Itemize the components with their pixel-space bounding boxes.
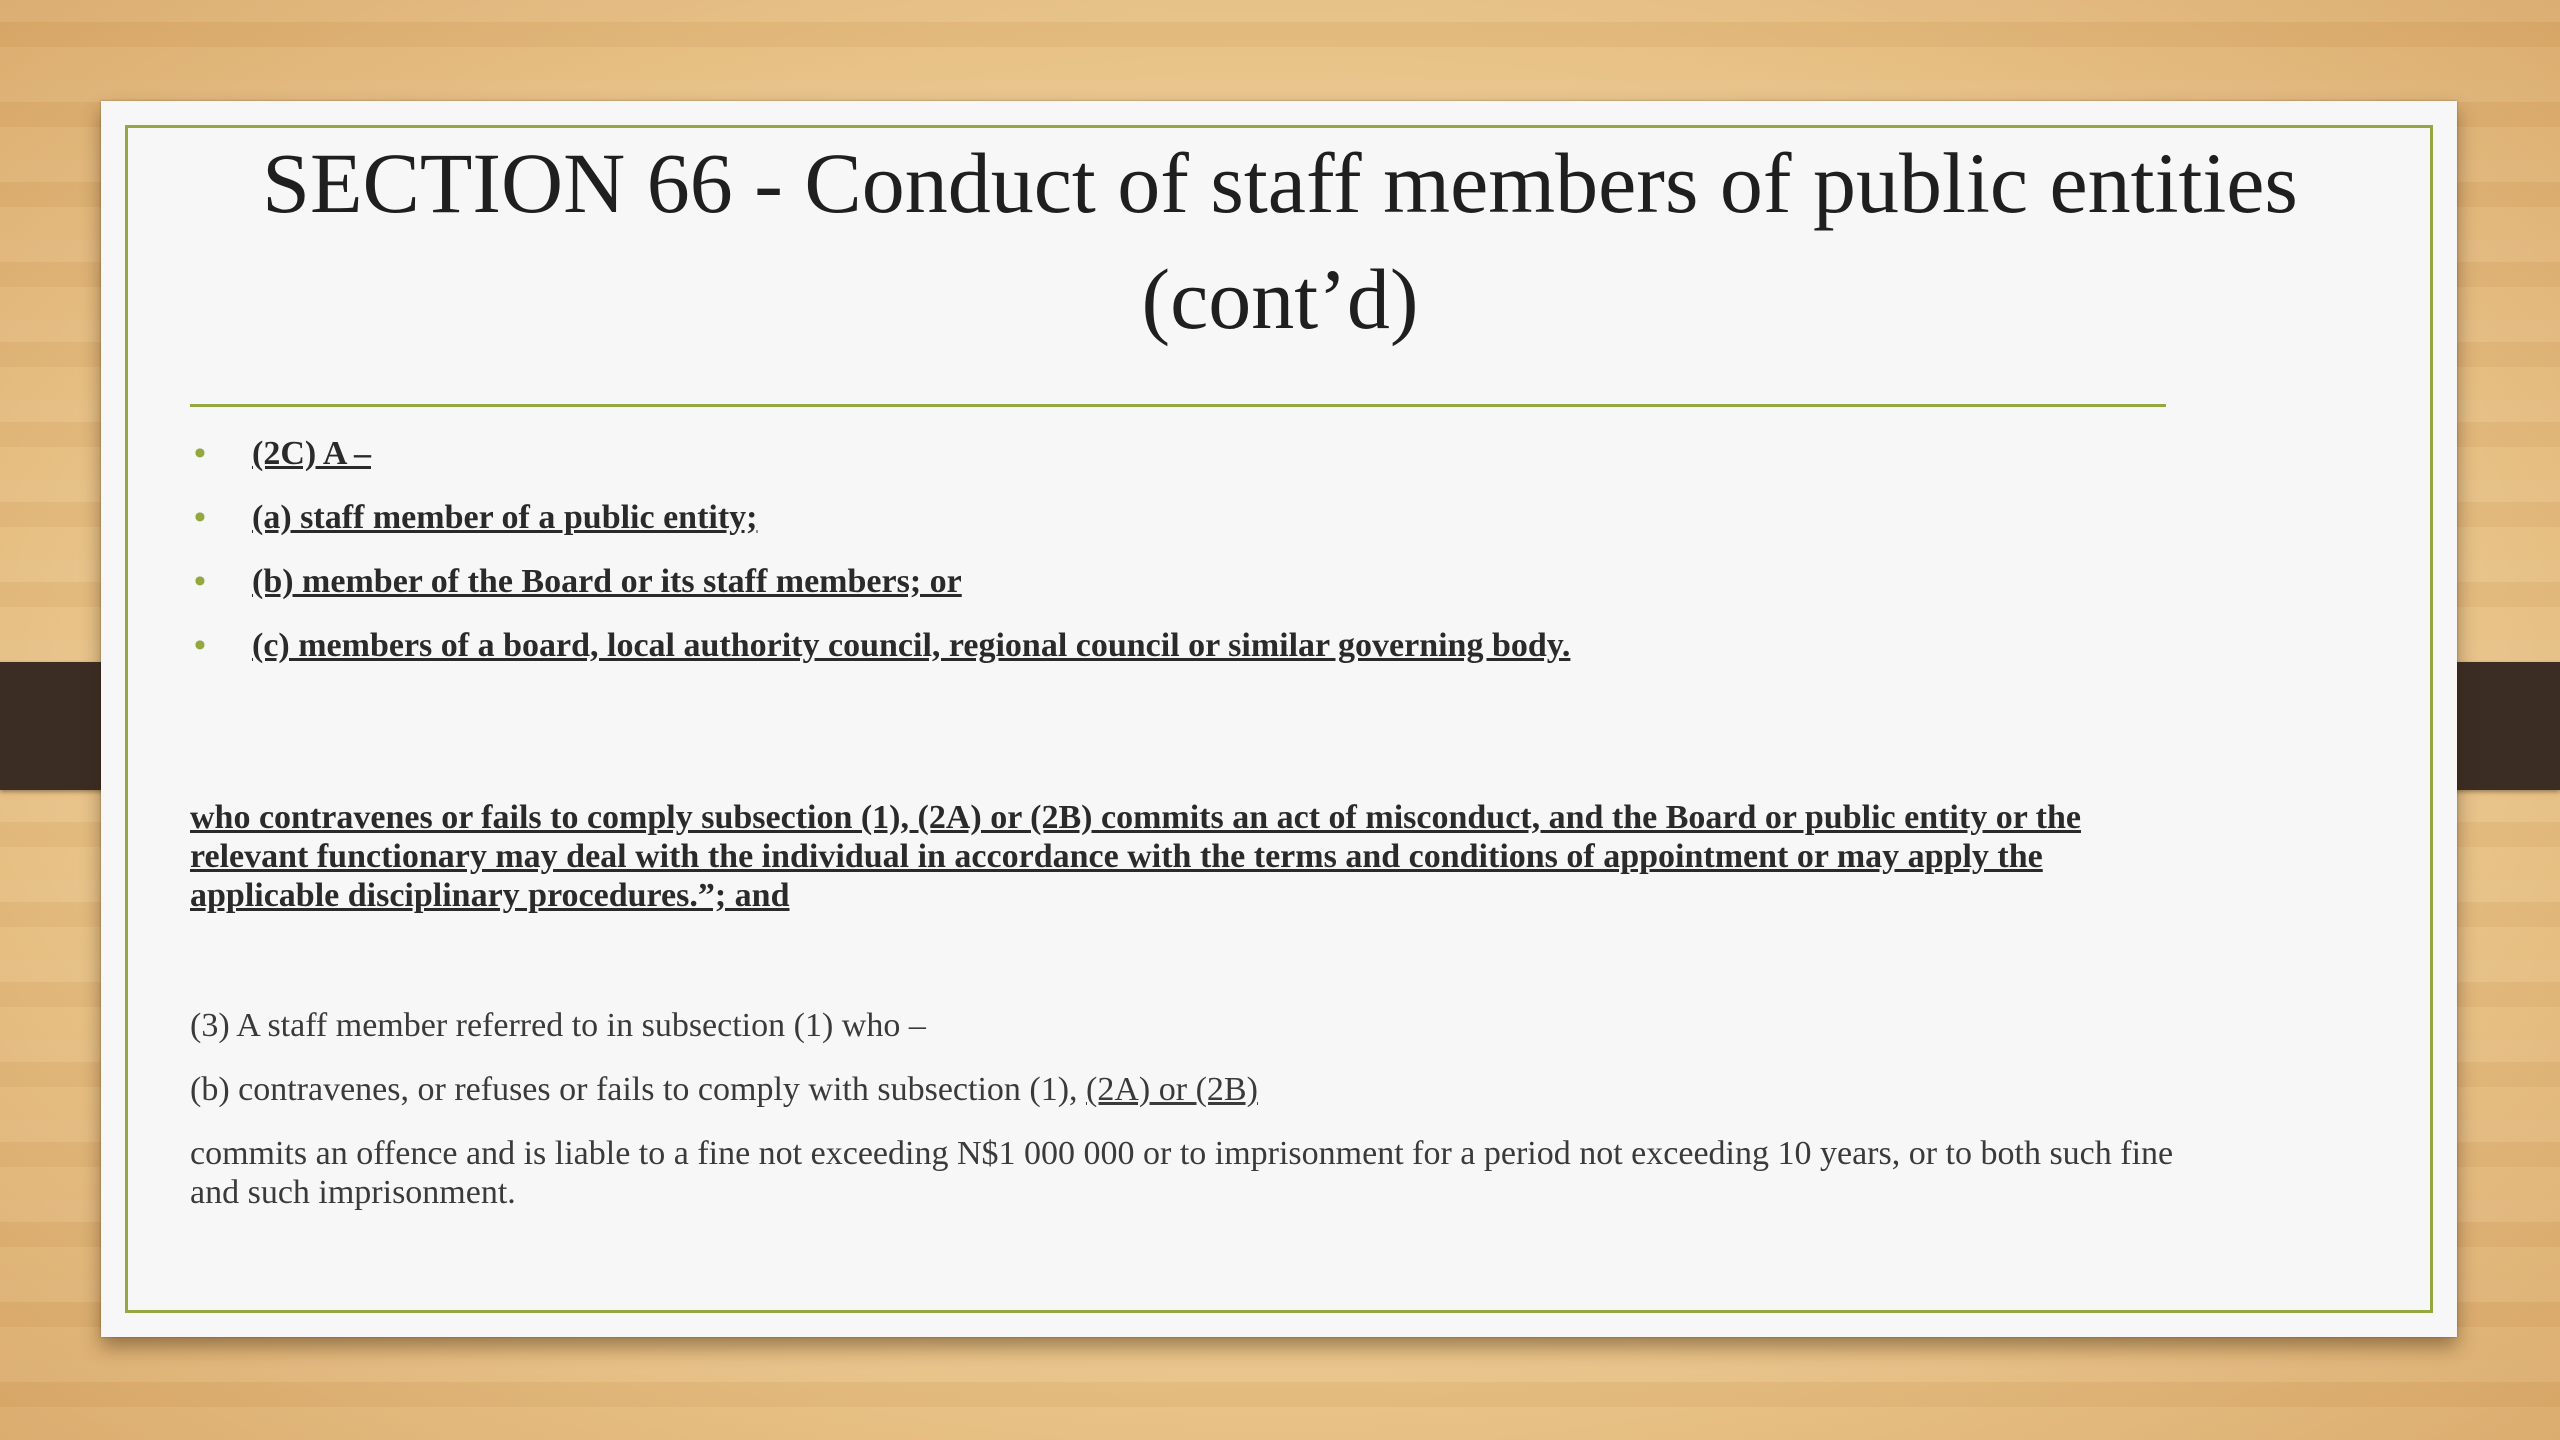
subsection-3-text: (3) A staff member referred to in subsection (1) who – — [190, 1007, 926, 1044]
bullet-text: (2C) A – — [252, 435, 371, 472]
bullet-text: (b) member of the Board or its staff members; or — [252, 563, 962, 600]
list-item — [192, 560, 2182, 624]
item-b-text — [190, 1070, 2190, 1109]
bullet-list — [192, 432, 2182, 688]
item-b-underlined: (2A) or (2B) — [1086, 1071, 1258, 1108]
slide-title: SECTION 66 - Conduct of staff members of public entities (cont’d) — [262, 135, 2298, 347]
bullet-text: (a) staff member of a public entity; — [252, 499, 758, 536]
bullet-dot-icon: • — [194, 435, 206, 472]
bullet-dot-icon: • — [194, 563, 206, 600]
misconduct-paragraph: who contravenes or fails to comply subsection (1), (2A) or (2B) commits an act of misconduct, and the Board or public entity or the relevant functionary may deal with the individual in accordance with the terms and conditions of appointment or may apply the applicable disciplinary procedures.”; and — [190, 799, 2082, 914]
title-divider — [190, 404, 2166, 407]
bullet-dot-icon: • — [194, 499, 206, 536]
bullet-text: (c) members of a board, local authority council, regional council or similar governing body. — [252, 627, 1571, 664]
list-item — [192, 496, 2182, 560]
item-b-prefix: (b) contravenes, or refuses or fails to comply with subsection (1), — [190, 1071, 1078, 1108]
list-item — [192, 624, 2182, 688]
list-item — [192, 432, 2182, 496]
penalty-text: commits an offence and is liable to a fine not exceeding N$1 000 000 or to imprisonment for a period not exceeding 10 years, or to both such fine and such imprisonment. — [190, 1135, 2174, 1211]
bullet-dot-icon: • — [194, 627, 206, 664]
